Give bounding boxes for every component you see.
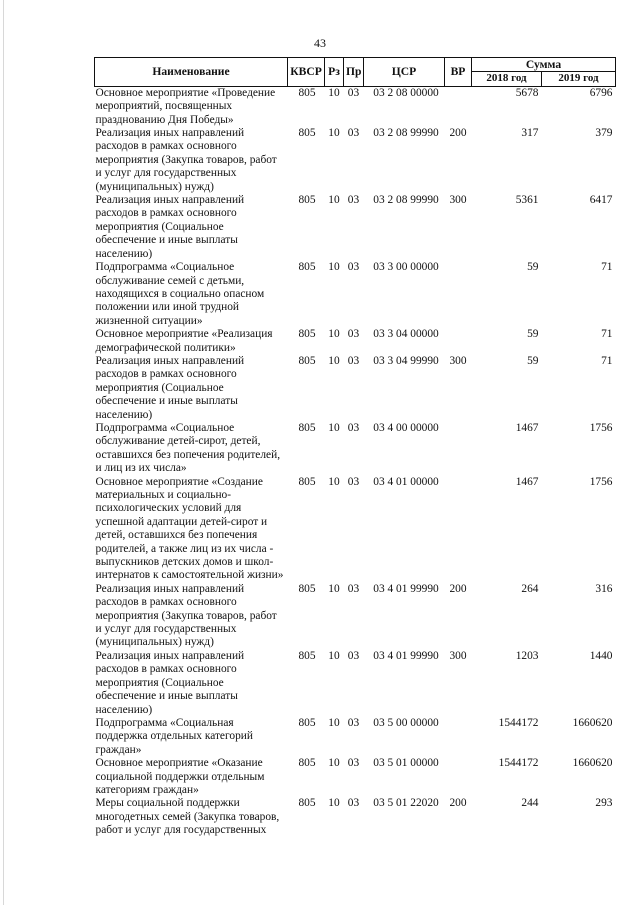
- row-name: Основное мероприятие «Реализация демографической политики»: [95, 328, 273, 354]
- row-sum-2018: 1544172: [498, 716, 539, 729]
- row-vr: 300: [449, 649, 467, 662]
- row-kvsr: 805: [298, 421, 316, 434]
- row-csr: 03 5 01 22020: [373, 797, 439, 810]
- row-sum-2018: 59: [527, 354, 539, 367]
- row-rz: 10: [328, 328, 340, 341]
- header-year-2019: 2019 год: [542, 72, 616, 86]
- row-vr: 200: [449, 797, 467, 810]
- header-rz: Рз: [325, 58, 344, 87]
- row-sum-2018: 264: [521, 582, 539, 595]
- row-pr: 03: [347, 127, 360, 140]
- row-pr: 03: [347, 475, 360, 488]
- row-name: Подпрограмма «Социальное обслуживание детей-сирот, детей, оставшихся без попечения родителей, и лиц из их числа»: [95, 421, 281, 475]
- row-csr: 03 2 08 99990: [373, 194, 439, 207]
- row-pr: 03: [347, 421, 360, 434]
- row-sum-2019: 1660620: [572, 716, 613, 729]
- row-sum-2018: 59: [527, 261, 539, 274]
- row-sum-2018: 5361: [515, 194, 539, 207]
- row-kvsr: 805: [298, 328, 316, 341]
- row-csr: 03 3 04 99990: [373, 354, 439, 367]
- row-rz: 10: [328, 582, 340, 595]
- row-name: Меры социальной поддержки многодетных семей (Закупка товаров, работ и услуг для государственных: [95, 797, 280, 837]
- row-rz: 10: [328, 354, 340, 367]
- row-vr: [445, 757, 472, 797]
- row-csr: 03 2 08 99990: [373, 127, 439, 140]
- table-row: [95, 757, 616, 797]
- row-pr: 03: [347, 261, 360, 274]
- row-sum-2018: 1467: [515, 421, 539, 434]
- row-csr: 03 5 00 00000: [373, 716, 439, 729]
- row-vr: [445, 86, 472, 127]
- row-sum-2018: 244: [521, 797, 539, 810]
- header-name: Наименование: [95, 58, 288, 87]
- table-row: [95, 583, 616, 650]
- row-name: Подпрограмма «Социальное обслуживание семей с детьми, находящихся в социально опасном положении или иной трудной жизненной ситуации»: [95, 261, 265, 327]
- row-sum-2019: 1756: [589, 475, 613, 488]
- row-rz: 10: [328, 649, 340, 662]
- header-pr: Пр: [344, 58, 364, 87]
- table-row: [95, 422, 616, 476]
- row-sum-2019: 71: [601, 354, 613, 367]
- row-kvsr: 805: [298, 475, 316, 488]
- header-kvsr: КВСР: [288, 58, 325, 87]
- row-kvsr: 805: [298, 354, 316, 367]
- row-kvsr: 805: [298, 194, 316, 207]
- row-pr: 03: [347, 757, 360, 770]
- row-rz: 10: [328, 86, 340, 99]
- row-sum-2019: 316: [595, 582, 613, 595]
- table-row: [95, 261, 616, 328]
- row-sum-2019: 71: [601, 328, 613, 341]
- table-row: [95, 194, 616, 261]
- row-rz: 10: [328, 194, 340, 207]
- row-pr: 03: [347, 716, 360, 729]
- row-kvsr: 805: [298, 716, 316, 729]
- row-name: Основное мероприятие «Создание материальных и социально-психологических условий для успешной адаптации детей-сирот и детей, оставшихся без попечения родителей, а также лиц из их числа - выпускников детских домов и школ-интернатов к самостоятельной жизни»: [95, 475, 284, 582]
- row-kvsr: 805: [298, 86, 316, 99]
- row-rz: 10: [328, 716, 340, 729]
- row-sum-2018: 1203: [515, 649, 539, 662]
- row-vr: 300: [449, 354, 467, 367]
- row-name: Реализация иных направлений расходов в рамках основного мероприятия (Закупка товаров, работ и услуг для государственных (муниципальных) нужд): [95, 127, 277, 193]
- row-name: Подпрограмма «Социальная поддержка отдельных категорий граждан»: [95, 716, 253, 756]
- row-kvsr: 805: [298, 757, 316, 770]
- table-row: [95, 328, 616, 355]
- row-csr: 03 4 01 99990: [373, 582, 439, 595]
- header-year-2018: 2018 год: [472, 72, 542, 86]
- row-kvsr: 805: [298, 649, 316, 662]
- table-row: [95, 476, 616, 583]
- row-csr: 03 2 08 00000: [373, 86, 439, 99]
- table-row: [95, 86, 616, 127]
- row-pr: 03: [347, 194, 360, 207]
- row-pr: 03: [347, 582, 360, 595]
- table-row: [95, 127, 616, 194]
- header-vr: ВР: [445, 58, 472, 87]
- row-sum-2019: 1440: [589, 649, 613, 662]
- row-sum-2018: 1467: [515, 475, 539, 488]
- row-sum-2018: 317: [521, 127, 539, 140]
- row-pr: 03: [347, 354, 360, 367]
- scan-edge-line: [3, 0, 4, 905]
- row-vr: [445, 476, 472, 583]
- row-sum-2019: 6417: [589, 194, 613, 207]
- row-kvsr: 805: [298, 797, 316, 810]
- row-sum-2019: 6796: [589, 86, 613, 99]
- row-rz: 10: [328, 475, 340, 488]
- table-body: [95, 86, 616, 837]
- row-sum-2018: 1544172: [498, 757, 539, 770]
- row-pr: 03: [347, 797, 360, 810]
- row-csr: 03 5 01 00000: [373, 757, 439, 770]
- row-kvsr: 805: [298, 127, 316, 140]
- table-row: [95, 797, 616, 837]
- row-vr: [445, 422, 472, 476]
- table-row: [95, 355, 616, 422]
- row-name: Реализация иных направлений расходов в рамках основного мероприятия (Социальное обеспечение и иные выплаты населению): [95, 194, 245, 260]
- row-vr: 300: [449, 194, 467, 207]
- row-csr: 03 3 00 00000: [373, 261, 439, 274]
- row-csr: 03 3 04 00000: [373, 328, 439, 341]
- row-sum-2018: 59: [527, 328, 539, 341]
- row-csr: 03 4 01 00000: [373, 475, 439, 488]
- row-sum-2018: 5678: [515, 86, 539, 99]
- table-row: [95, 650, 616, 717]
- row-kvsr: 805: [298, 582, 316, 595]
- row-name: Реализация иных направлений расходов в рамках основного мероприятия (Социальное обеспечение и иные выплаты населению): [95, 354, 245, 421]
- row-vr: [445, 328, 472, 355]
- header-csr: ЦСР: [364, 58, 445, 87]
- row-rz: 10: [328, 757, 340, 770]
- row-sum-2019: 1660620: [572, 757, 613, 770]
- row-name: Основное мероприятие «Проведение мероприятий, посвященных празднованию Дня Победы»: [95, 86, 276, 126]
- row-rz: 10: [328, 421, 340, 434]
- row-sum-2019: 71: [601, 261, 613, 274]
- row-vr: 200: [449, 582, 467, 595]
- row-pr: 03: [347, 649, 360, 662]
- row-vr: [445, 717, 472, 757]
- row-csr: 03 4 00 00000: [373, 421, 439, 434]
- header-sum: Сумма: [472, 58, 616, 72]
- row-csr: 03 4 01 99990: [373, 649, 439, 662]
- row-sum-2019: 293: [595, 797, 613, 810]
- row-name: Реализация иных направлений расходов в рамках основного мероприятия (Социальное обеспечение и иные выплаты населению): [95, 649, 245, 716]
- row-rz: 10: [328, 261, 340, 274]
- row-pr: 03: [347, 86, 360, 99]
- table-header: [95, 58, 616, 87]
- row-vr: [445, 261, 472, 328]
- row-sum-2019: 379: [595, 127, 613, 140]
- row-vr: 200: [449, 127, 467, 140]
- row-rz: 10: [328, 127, 340, 140]
- row-name: Реализация иных направлений расходов в рамках основного мероприятия (Закупка товаров, работ и услуг для государственных (муниципальных) нужд): [95, 582, 277, 649]
- page-number: 43: [314, 36, 326, 50]
- row-rz: 10: [328, 797, 340, 810]
- row-pr: 03: [347, 328, 360, 341]
- budget-table: [94, 57, 616, 838]
- table-row: [95, 717, 616, 757]
- row-sum-2019: 1756: [589, 421, 613, 434]
- row-kvsr: 805: [298, 261, 316, 274]
- row-name: Основное мероприятие «Оказание социальной поддержки отдельным категориям граждан»: [95, 757, 265, 796]
